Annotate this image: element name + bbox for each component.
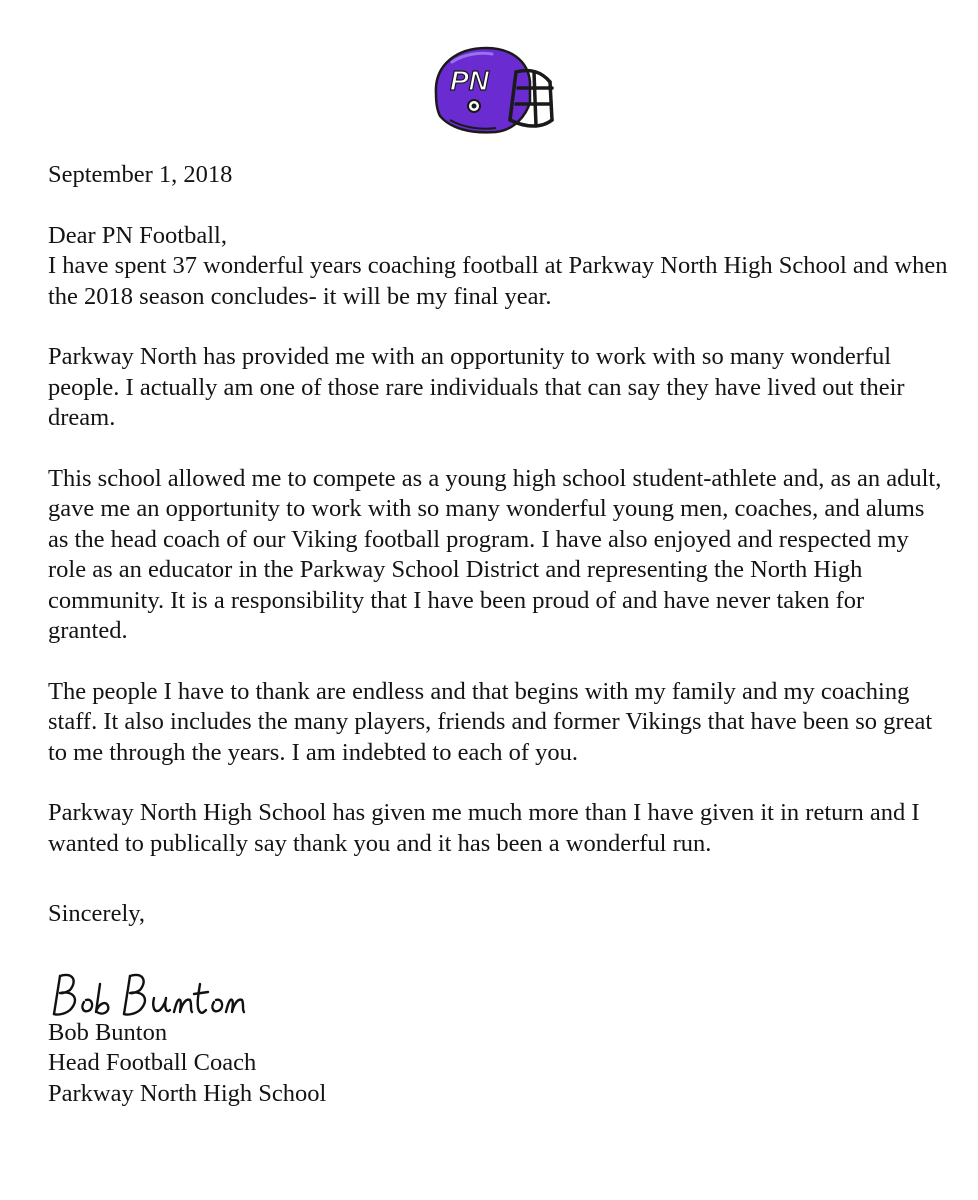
paragraph-2: Parkway North has provided me with an opportunity to work with so many wonderful people. I actually am one of those rare individuals that can say they have lived out their dream. (48, 343, 905, 431)
signer-name: Bob Bunton (48, 1018, 168, 1046)
paragraph-4: The people I have to thank are endless and that begins with my family and my coaching staff. It also includes the many players, friends and former Vikings that have been so great to me through the years. I am indebted to each of you. (48, 677, 933, 766)
paragraph-1: I have spent 37 wonderful years coaching football at Parkway North High School and when the 2018 season concludes- it will be my final year. (48, 252, 948, 310)
football-helmet-logo (430, 42, 560, 138)
svg-text:PN: PN (450, 65, 489, 96)
paragraph-3: This school allowed me to compete as a young high school student-athlete and, as an adult, gave me an opportunity to work with so many wonderful young men, coaches, and alums as the head coach of our Viking football program. I have also enjoyed and respected my role as an educator in the Parkway School District and representing the North High community. It is a responsibility that I have been proud of and have never taken for granted. (48, 464, 942, 644)
signature-block (48, 1018, 948, 1110)
salutation: Dear PN Football, (48, 221, 227, 249)
paragraph-5: Parkway North High School has given me much more than I have given it in return and I wanted to publically say thank you and it has been a wonderful run. (48, 799, 920, 857)
signer-school: Parkway North High School (48, 1079, 327, 1107)
football-helmet-icon (430, 42, 560, 138)
signer-title: Head Football Coach (48, 1049, 257, 1076)
closing: Sincerely, (48, 900, 146, 927)
letter-body (48, 160, 948, 1109)
handwritten-signature (48, 970, 248, 1018)
letter-date: September 1, 2018 (48, 161, 233, 188)
